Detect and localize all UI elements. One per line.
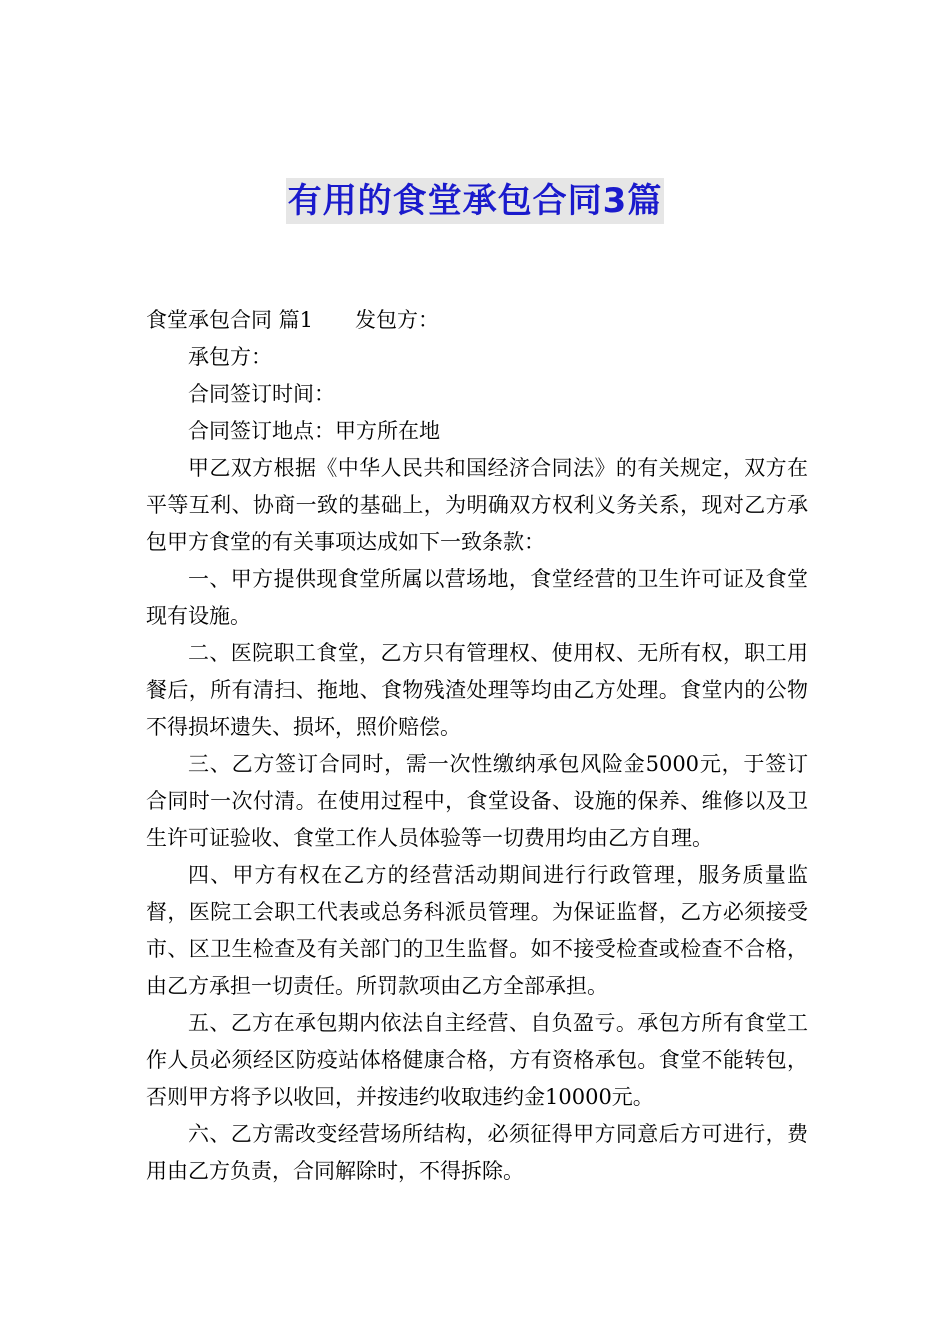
paragraph-clause-6: 六、乙方需改变经营场所结构，必须征得甲方同意后方可进行，费用由乙方负责，合同解除时，不得拆除。 — [146, 1122, 808, 1183]
signing-time-field: 合同签订时间： — [188, 382, 335, 406]
paragraph-clause-5: 五、乙方在承包期内依法自主经营、自负盈亏。承包方所有食堂工作人员必须经区防疫站体格健康合格，方有资格承包。食堂不能转包，否则甲方将予以收回，并按违约收取违约金10000元。 — [146, 1011, 808, 1109]
paragraph-clause-2: 二、医院职工食堂，乙方只有管理权、使用权、无所有权，职工用餐后，所有清扫、拖地、食物残渣处理等均由乙方处理。食堂内的公物不得损坏遗失、损坏，照价赔偿。 — [146, 641, 808, 739]
contract-heading: 食堂承包合同 篇1 — [146, 308, 314, 332]
document-title: 有用的食堂承包合同3篇 — [286, 178, 665, 224]
paragraph-clause-1: 一、甲方提供现食堂所属以营场地，食堂经营的卫生许可证及食堂现有设施。 — [146, 567, 808, 628]
paragraph-clause-3: 三、乙方签订合同时，需一次性缴纳承包风险金5000元，于签订合同时一次付清。在使用过程中，食堂设备、设施的保养、维修以及卫生许可证验收、食堂工作人员体验等一切费用均由乙方自理。 — [146, 752, 808, 850]
contractor-field: 承包方： — [188, 345, 272, 369]
paragraph-preamble: 甲乙双方根据《中华人民共和国经济合同法》的有关规定，双方在平等互利、协商一致的基础上，为明确双方权利义务关系，现对乙方承包甲方食堂的有关事项达成如下一致条款： — [146, 456, 808, 554]
title-container — [0, 178, 950, 224]
contract-heading-line — [146, 302, 808, 339]
paragraph-clause-4: 四、甲方有权在乙方的经营活动期间进行行政管理，服务质量监督，医院工会职工代表或总务科派员管理。为保证监督，乙方必须接受市、区卫生检查及有关部门的卫生监督。如不接受检查或检查不合格，由乙方承担一切责任。所罚款项由乙方全部承担。 — [146, 863, 808, 998]
document-body — [146, 302, 808, 1190]
issuer-field: 发包方： — [355, 308, 440, 332]
signing-place-field: 合同签订地点：甲方所在地 — [188, 419, 440, 443]
